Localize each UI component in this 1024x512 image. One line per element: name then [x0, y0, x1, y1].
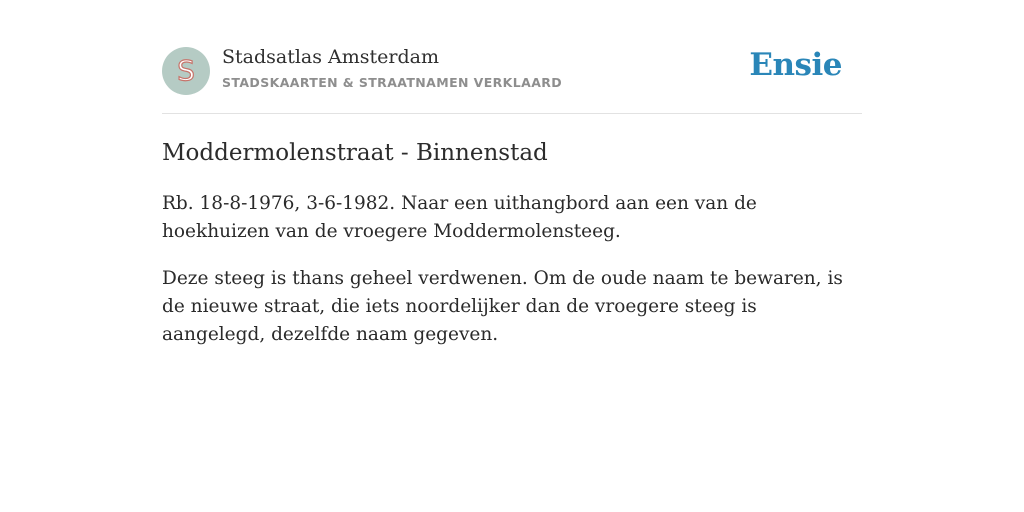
site-subtitle: STADSKAARTEN & STRAATNAMEN VERKLAARD: [222, 75, 563, 90]
ensie-logo[interactable]: Ensie: [749, 47, 842, 83]
entry-paragraph: Rb. 18-8-1976, 3-6-1982. Naar een uithangbord aan een van de hoekhuizen van de vroegere Moddermolensteeg.: [162, 193, 757, 242]
site-title[interactable]: Stadsatlas Amsterdam: [222, 46, 440, 68]
entry-paragraph: Deze steeg is thans geheel verdwenen. Om de oude naam te bewaren, is de nieuwe straat, die iets noordelijker dan de vroegere steeg is aangelegd, dezelfde naam gegeven.: [162, 268, 843, 345]
avatar-letter: S: [177, 54, 195, 87]
site-header: [162, 0, 862, 114]
page-container: [162, 0, 862, 349]
entry-content: [162, 139, 862, 349]
entry-title: Moddermolenstraat - Binnenstad: [162, 140, 548, 166]
avatar[interactable]: [162, 47, 210, 95]
